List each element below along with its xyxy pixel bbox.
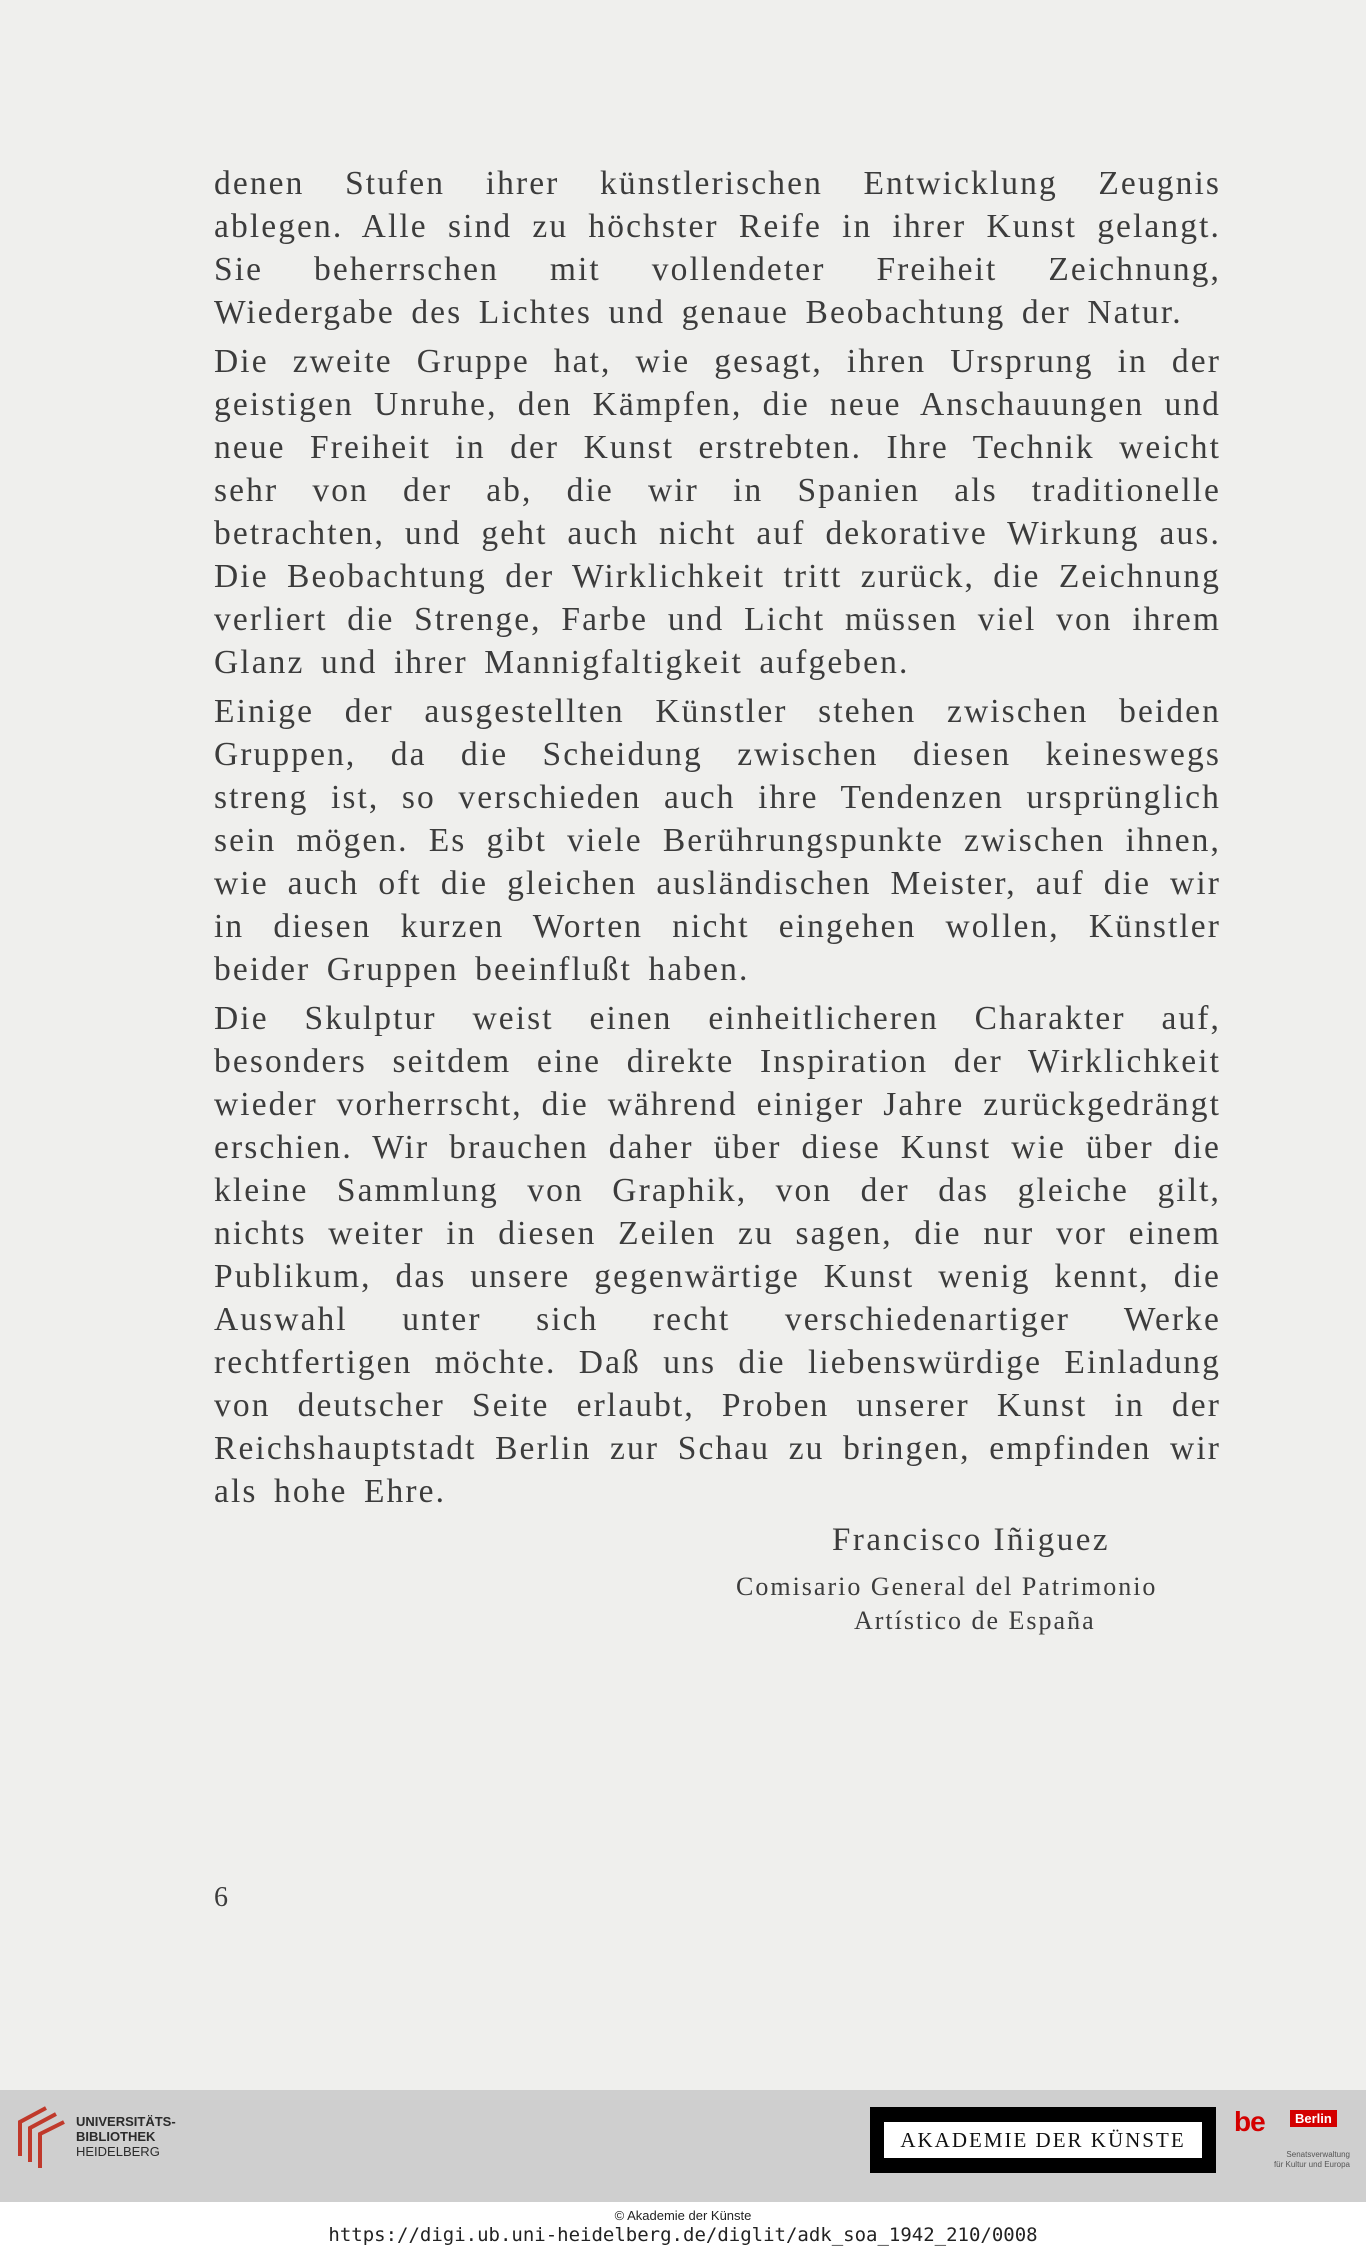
- paragraph-2: Die zweite Gruppe hat, wie gesagt, ihren Ursprung in der geistigen Unruhe, den Kämpfen, die neue Anschauungen und neue Freiheit in der Kunst erstrebten. Ihre Technik weicht sehr von der ab, die wir in Spanien als traditionelle betrachten, und geht auch nicht auf dekorative Wirkung aus. Die Beobachtung der Wirklichkeit tritt zurück, die Zeichnung verliert die Strenge, Farbe und Licht müssen viel von ihrem Glanz und ihrer Mannigfaltigkeit aufgeben.: [214, 343, 1221, 681]
- berlin-subtitle-line-2: für Kultur und Europa: [1273, 2160, 1350, 2169]
- signature-title-line-2: Artístico de España: [854, 1606, 1096, 1635]
- ub-logo-line-3: HEIDELBERG: [76, 2144, 160, 2159]
- adk-logo[interactable]: [870, 2107, 1216, 2173]
- paragraph-3: Einige der ausgestellten Künstler stehen zwischen beiden Gruppen, da die Scheidung zwischen diesen keineswegs streng ist, so verschieden auch ihre Tendenzen ursprünglich sein mögen. Es gibt viele Berührungspunkte zwischen ihnen, wie auch oft die gleichen ausländischen Meister, auf die wir in diesen kurzen Worten nicht eingehen wollen, Künstler beider Gruppen beeinflußt haben.: [214, 693, 1221, 988]
- page-number: 6: [214, 1882, 228, 1913]
- ub-heidelberg-logo[interactable]: [12, 2100, 212, 2180]
- page-url-link[interactable]: https://digi.ub.uni-heidelberg.de/diglit/adk_soa_1942_210/0008: [328, 2224, 1038, 2246]
- berlin-subtitle-line-1: Senatsverwaltung: [1286, 2150, 1350, 2159]
- signature-name: Francisco Iñiguez: [832, 1522, 1110, 1558]
- body-text: [214, 162, 1221, 1519]
- ub-logo-line-1: UNIVERSITÄTS-: [76, 2114, 176, 2129]
- paragraph-4: Die Skulptur weist einen einheitlicheren Charakter auf, besonders seitdem eine direkte Inspiration der Wirklichkeit wieder vorherrscht, die während einiger Jahre zurückgedrängt erschien. Wir brauchen daher über diese Kunst wie über die kleine Sammlung von Graphik, von der das gleiche gilt, nichts weiter in diesen Zeilen zu sagen, die nur vor einem Publikum, das unsere gegenwärtige Kunst wenig kennt, die Auswahl unter sich recht verschiedenartiger Werke rechtfertigen möchte. Daß uns die liebenswürdige Einladung von deutscher Seite erlaubt, Proben unserer Kunst in der Reichshauptstadt Berlin zur Schau zu bringen, empfinden wir als hohe Ehre.: [214, 1000, 1221, 1510]
- berlin-senate-logo[interactable]: [1232, 2106, 1348, 2176]
- signature-title-line-1: Comisario General del Patrimonio: [736, 1572, 1158, 1601]
- paragraph-1: denen Stufen ihrer künstlerischen Entwicklung Zeugnis ablegen. Alle sind zu höchster Reife in ihrer Kunst gelangt. Sie beherrschen mit vollendeter Freiheit Zeichnung, Wiedergabe des Lichtes und genaue Beobachtung der Natur.: [214, 165, 1221, 331]
- copyright-notice: © Akademie der Künste: [614, 2208, 752, 2223]
- ub-logo-text: [76, 2114, 176, 2159]
- berlin-badge: Berlin: [1290, 2110, 1337, 2127]
- berlin-subtitle: [1260, 2150, 1350, 2170]
- ub-logo-line-2: BIBLIOTHEK: [76, 2129, 156, 2144]
- ub-heidelberg-logo-icon: [12, 2100, 68, 2170]
- adk-logo-label: AKADEMIE DER KÜNSTE: [884, 2122, 1202, 2158]
- berlin-be-wordmark: be: [1234, 2106, 1265, 2137]
